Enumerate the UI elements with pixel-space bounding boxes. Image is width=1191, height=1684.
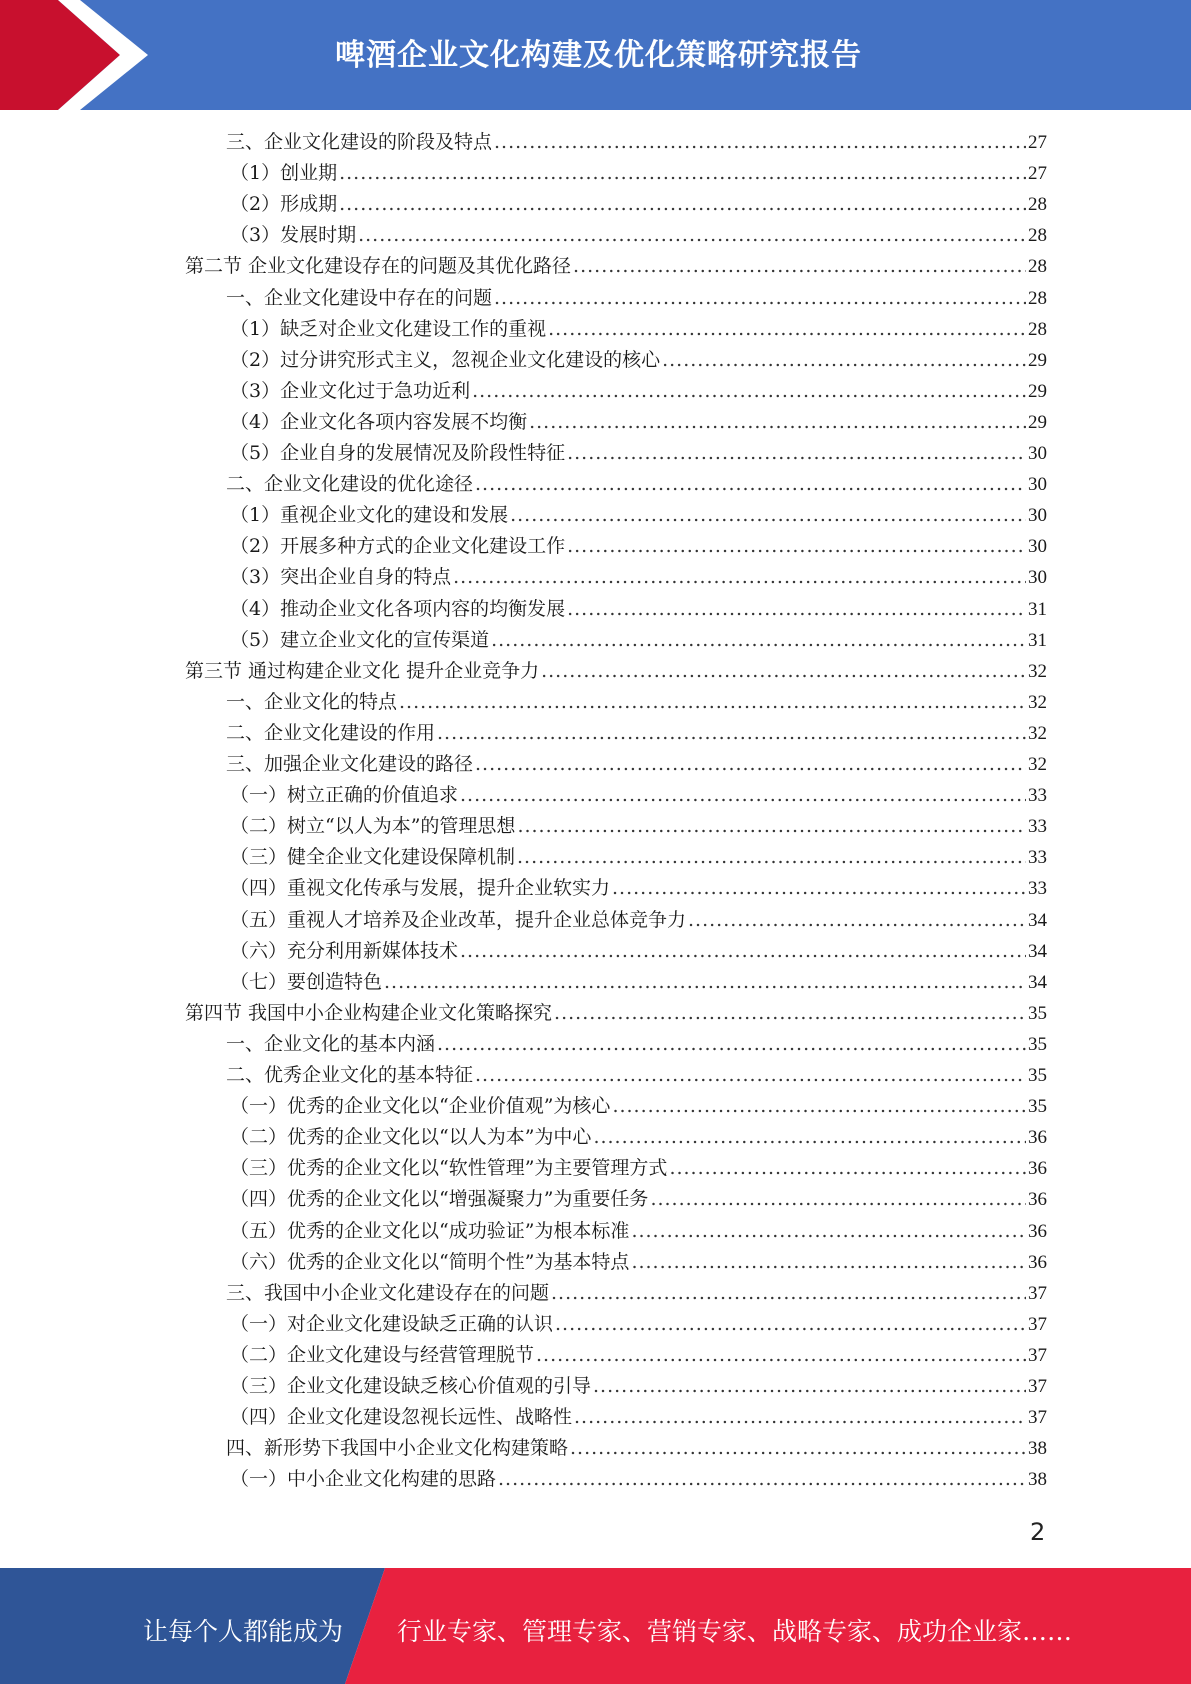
toc-entry[interactable] — [226, 687, 1047, 718]
toc-entry-page: 35 — [1028, 1065, 1047, 1086]
toc-leader-dots — [494, 127, 1026, 158]
toc-entry-page: 30 — [1028, 443, 1047, 464]
toc-entry-page: 28 — [1028, 225, 1047, 246]
toc-entry-label: 四、新形势下我国中小企业文化构建策略 — [226, 1437, 569, 1459]
toc-entry-page: 37 — [1028, 1376, 1047, 1397]
toc-entry-label: 一、企业文化的特点 — [226, 691, 398, 713]
toc-entry[interactable] — [230, 1464, 1047, 1495]
toc-entry-label: 二、企业文化建设的优化途径 — [226, 473, 474, 495]
toc-entry[interactable] — [230, 936, 1047, 967]
toc-entry-page: 34 — [1028, 972, 1047, 993]
toc-leader-dots — [475, 469, 1026, 500]
toc-entry-label: 二、优秀企业文化的基本特征 — [226, 1064, 474, 1086]
toc-entry[interactable] — [226, 1060, 1047, 1091]
toc-entry[interactable] — [230, 220, 1047, 251]
toc-entry-label: 二、企业文化建设的作用 — [226, 722, 436, 744]
toc-entry[interactable] — [185, 998, 1047, 1029]
toc-entry-label: （六）优秀的企业文化以“简明个性”为基本特点 — [230, 1251, 630, 1273]
toc-entry-label: 三、我国中小企业文化建设存在的问题 — [226, 1282, 550, 1304]
toc-entry[interactable] — [230, 1184, 1047, 1215]
toc-entry[interactable] — [230, 345, 1047, 376]
toc-leader-dots — [437, 1029, 1026, 1060]
toc-entry[interactable] — [230, 842, 1047, 873]
toc-leader-dots — [631, 1216, 1026, 1247]
toc-leader-dots — [475, 1060, 1026, 1091]
toc-entry[interactable] — [230, 314, 1047, 345]
toc-leader-dots — [339, 189, 1026, 220]
toc-leader-dots — [517, 842, 1026, 873]
toc-entry[interactable] — [230, 780, 1047, 811]
toc-leader-dots — [650, 1184, 1026, 1215]
toc-entry-page: 35 — [1028, 1003, 1047, 1024]
toc-entry-label: （三）健全企业文化建设保障机制 — [230, 846, 516, 868]
report-title: 啤酒企业文化构建及优化策略研究报告 — [335, 38, 862, 73]
toc-entry-label: 第二节 企业文化建设存在的问题及其优化路径 — [185, 255, 572, 277]
toc-entry-page: 36 — [1028, 1127, 1047, 1148]
toc-entry-page: 29 — [1028, 350, 1047, 371]
toc-entry[interactable] — [226, 1278, 1047, 1309]
toc-leader-dots — [662, 345, 1026, 376]
toc-entry-label: （1）创业期 — [230, 162, 338, 184]
toc-leader-dots — [612, 873, 1026, 904]
toc-entry-label: （一）优秀的企业文化以“企业价值观”为核心 — [230, 1095, 611, 1117]
toc-leader-dots — [491, 625, 1026, 656]
toc-entry-label: （3）突出企业自身的特点 — [230, 566, 452, 588]
toc-entry-page: 35 — [1028, 1034, 1047, 1055]
toc-entry-page: 38 — [1028, 1438, 1047, 1459]
toc-entry-label: 三、加强企业文化建设的路径 — [226, 753, 474, 775]
toc-entry-label: （3）企业文化过于急功近利 — [230, 380, 471, 402]
toc-entry-label: 三、企业文化建设的阶段及特点 — [226, 131, 493, 153]
toc-entry-page: 36 — [1028, 1189, 1047, 1210]
toc-entry-page: 33 — [1028, 847, 1047, 868]
toc-entry[interactable] — [230, 500, 1047, 531]
toc-leader-dots — [548, 314, 1026, 345]
toc-leader-dots — [541, 656, 1026, 687]
toc-entry-page: 28 — [1028, 256, 1047, 277]
toc-leader-dots — [517, 811, 1026, 842]
toc-entry-page: 28 — [1028, 288, 1047, 309]
toc-entry-page: 30 — [1028, 567, 1047, 588]
toc-entry-label: （三）优秀的企业文化以“软性管理”为主要管理方式 — [230, 1157, 668, 1179]
toc-entry-page: 27 — [1028, 163, 1047, 184]
toc-leader-dots — [529, 407, 1026, 438]
toc-leader-dots — [593, 1122, 1026, 1153]
toc-entry-page: 29 — [1028, 412, 1047, 433]
toc-entry-page: 33 — [1028, 878, 1047, 899]
toc-leader-dots — [688, 905, 1026, 936]
toc-entry[interactable] — [230, 967, 1047, 998]
toc-entry-page: 33 — [1028, 785, 1047, 806]
toc-leader-dots — [567, 531, 1026, 562]
toc-leader-dots — [593, 1371, 1026, 1402]
toc-leader-dots — [453, 562, 1026, 593]
toc-entry-page: 37 — [1028, 1314, 1047, 1335]
toc-entry-page: 33 — [1028, 816, 1047, 837]
toc-entry-page: 37 — [1028, 1283, 1047, 1304]
toc-entry-label: （二）优秀的企业文化以“以人为本”为中心 — [230, 1126, 592, 1148]
toc-leader-dots — [510, 500, 1026, 531]
toc-leader-dots — [472, 376, 1026, 407]
toc-entry-label: （5）企业自身的发展情况及阶段性特征 — [230, 442, 566, 464]
toc-entry-label: （三）企业文化建设缺乏核心价值观的引导 — [230, 1375, 592, 1397]
toc-entry-page: 36 — [1028, 1252, 1047, 1273]
toc-entry-page: 28 — [1028, 194, 1047, 215]
toc-entry[interactable] — [230, 1309, 1047, 1340]
toc-entry[interactable] — [230, 1247, 1047, 1278]
toc-entry[interactable] — [230, 1153, 1047, 1184]
toc-entry[interactable] — [230, 407, 1047, 438]
toc-entry-page: 32 — [1028, 723, 1047, 744]
toc-entry-page: 36 — [1028, 1158, 1047, 1179]
page-number: 2 — [1030, 1518, 1046, 1546]
toc-leader-dots — [570, 1433, 1026, 1464]
toc-entry-label: （一）对企业文化建设缺乏正确的认识 — [230, 1313, 554, 1335]
toc-entry-label: （五）优秀的企业文化以“成功验证”为根本标准 — [230, 1220, 630, 1242]
toc-entry-label: （1）缺乏对企业文化建设工作的重视 — [230, 318, 547, 340]
toc-leader-dots — [358, 220, 1026, 251]
toc-entry-page: 35 — [1028, 1096, 1047, 1117]
toc-entry-label: 一、企业文化的基本内涵 — [226, 1033, 436, 1055]
toc-leader-dots — [551, 1278, 1026, 1309]
toc-entry-label: （一）树立正确的价值追求 — [230, 784, 459, 806]
toc-entry[interactable] — [230, 1122, 1047, 1153]
toc-entry-label: （2）形成期 — [230, 193, 338, 215]
toc-leader-dots — [612, 1091, 1026, 1122]
toc-entry[interactable] — [230, 438, 1047, 469]
toc-entry[interactable] — [226, 749, 1047, 780]
toc-entry[interactable] — [226, 469, 1047, 500]
toc-entry-label: （3）发展时期 — [230, 224, 357, 246]
toc-entry-label: （2）开展多种方式的企业文化建设工作 — [230, 535, 566, 557]
footer-slogan-right: 行业专家、管理专家、营销专家、战略专家、成功企业家…… — [397, 1617, 1073, 1646]
toc-entry-label: （七）要创造特色 — [230, 971, 383, 993]
toc-entry-label: （六）充分利用新媒体技术 — [230, 940, 459, 962]
toc-leader-dots — [631, 1247, 1026, 1278]
toc-leader-dots — [669, 1153, 1026, 1184]
toc-leader-dots — [460, 936, 1026, 967]
toc-leader-dots — [555, 1309, 1026, 1340]
toc-entry[interactable] — [226, 127, 1047, 158]
toc-entry[interactable] — [230, 562, 1047, 593]
toc-entry-label: （4）推动企业文化各项内容的均衡发展 — [230, 598, 566, 620]
toc-entry-label: （5）建立企业文化的宣传渠道 — [230, 629, 490, 651]
toc-entry[interactable] — [230, 873, 1047, 904]
toc-entry[interactable] — [230, 158, 1047, 189]
toc-entry-label: （二）企业文化建设与经营管理脱节 — [230, 1344, 535, 1366]
toc-entry-page: 27 — [1028, 132, 1047, 153]
toc-entry[interactable] — [230, 1402, 1047, 1433]
toc-entry-page: 32 — [1028, 661, 1047, 682]
toc-leader-dots — [536, 1340, 1026, 1371]
toc-entry-label: 一、企业文化建设中存在的问题 — [226, 287, 493, 309]
toc-entry-page: 29 — [1028, 381, 1047, 402]
toc-leader-dots — [437, 718, 1026, 749]
toc-entry-page: 37 — [1028, 1407, 1047, 1428]
toc-entry-page: 38 — [1028, 1469, 1047, 1490]
toc-leader-dots — [460, 780, 1026, 811]
toc-entry[interactable] — [230, 189, 1047, 220]
toc-entry-page: 30 — [1028, 536, 1047, 557]
toc-entry[interactable] — [230, 531, 1047, 562]
toc-entry[interactable] — [230, 625, 1047, 656]
toc-entry-label: （一）中小企业文化构建的思路 — [230, 1468, 497, 1490]
toc-leader-dots — [339, 158, 1026, 189]
toc-leader-dots — [384, 967, 1026, 998]
toc-entry-page: 36 — [1028, 1221, 1047, 1242]
toc-entry[interactable] — [230, 905, 1047, 936]
page-footer — [0, 1568, 1191, 1684]
toc-entry-page: 32 — [1028, 692, 1047, 713]
toc-entry-label: （五）重视人才培养及企业改革，提升企业总体竞争力 — [230, 909, 687, 931]
toc-entry-page: 37 — [1028, 1345, 1047, 1366]
toc-entry[interactable] — [230, 1216, 1047, 1247]
toc-leader-dots — [399, 687, 1026, 718]
toc-entry-page: 28 — [1028, 319, 1047, 340]
toc-entry-page: 31 — [1028, 599, 1047, 620]
toc-entry-label: （四）企业文化建设忽视长远性、战略性 — [230, 1406, 573, 1428]
toc-entry[interactable] — [230, 594, 1047, 625]
footer-slogan-left: 让每个人都能成为 — [143, 1617, 344, 1646]
toc-entry[interactable] — [226, 1029, 1047, 1060]
toc-leader-dots — [567, 594, 1026, 625]
toc-entry[interactable] — [226, 718, 1047, 749]
toc-entry-page: 31 — [1028, 630, 1047, 651]
toc-entry-page: 30 — [1028, 505, 1047, 526]
toc-entry-page: 32 — [1028, 754, 1047, 775]
toc-entry-label: （四）重视文化传承与发展，提升企业软实力 — [230, 877, 611, 899]
toc-leader-dots — [573, 251, 1026, 282]
toc-entry[interactable] — [230, 1340, 1047, 1371]
toc-entry-page: 30 — [1028, 474, 1047, 495]
toc-leader-dots — [574, 1402, 1026, 1433]
toc-entry-label: （1）重视企业文化的建设和发展 — [230, 504, 509, 526]
toc-leader-dots — [554, 998, 1026, 1029]
toc-leader-dots — [567, 438, 1026, 469]
toc-entry[interactable] — [230, 811, 1047, 842]
toc-entry-label: 第四节 我国中小企业构建企业文化策略探究 — [185, 1002, 553, 1024]
toc-leader-dots — [494, 283, 1026, 314]
toc-entry[interactable] — [230, 1371, 1047, 1402]
toc-entry-label: （二）树立“以人为本”的管理思想 — [230, 815, 516, 837]
page-header — [0, 0, 1191, 110]
toc-entry[interactable] — [185, 656, 1047, 687]
toc-entry[interactable] — [230, 376, 1047, 407]
toc-entry-page: 34 — [1028, 941, 1047, 962]
toc-entry-label: 第三节 通过构建企业文化 提升企业竞争力 — [185, 660, 540, 682]
toc-leader-dots — [498, 1464, 1026, 1495]
toc-entry[interactable] — [230, 1091, 1047, 1122]
toc-entry[interactable] — [226, 283, 1047, 314]
toc-leader-dots — [475, 749, 1026, 780]
toc-entry-label: （2）过分讲究形式主义，忽视企业文化建设的核心 — [230, 349, 661, 371]
toc-entry[interactable] — [185, 251, 1047, 282]
toc-entry[interactable] — [226, 1433, 1047, 1464]
toc-entry-page: 34 — [1028, 910, 1047, 931]
toc-entry-label: （4）企业文化各项内容发展不均衡 — [230, 411, 528, 433]
toc-entry-label: （四）优秀的企业文化以“增强凝聚力”为重要任务 — [230, 1188, 649, 1210]
